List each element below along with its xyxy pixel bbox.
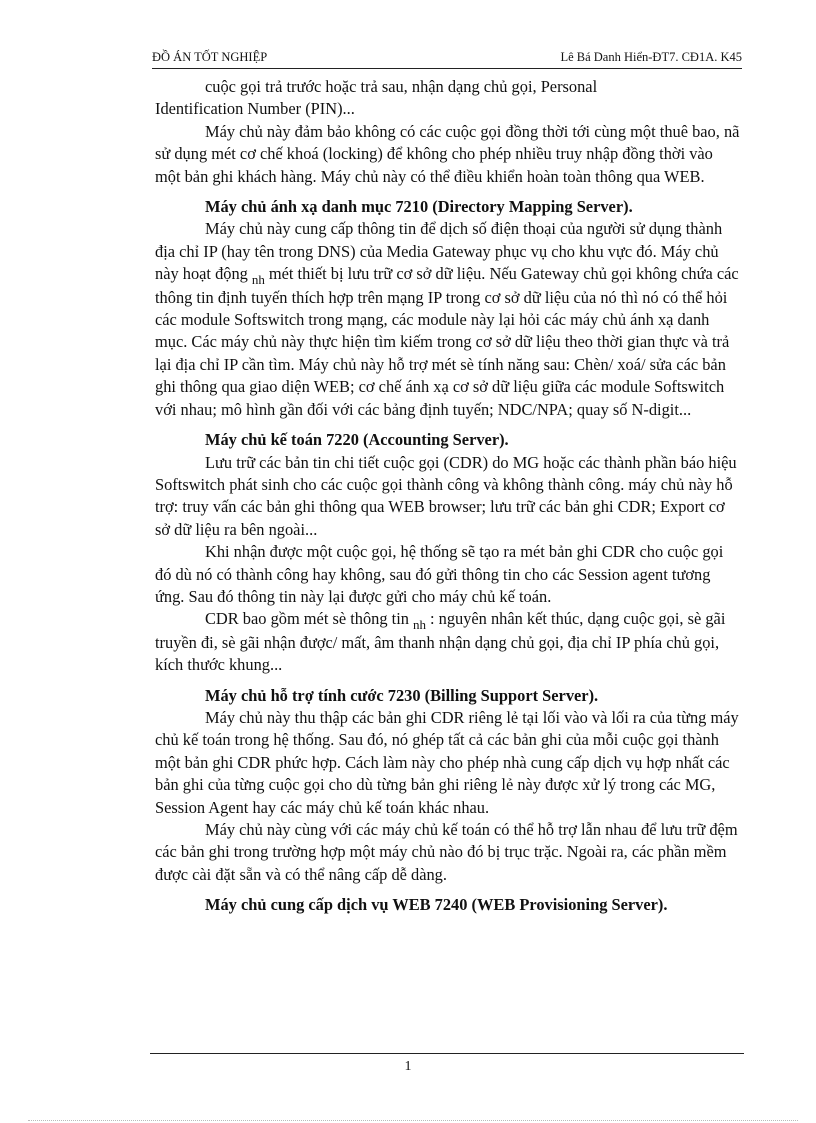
- section-heading: Máy chủ hỗ trợ tính cước 7230 (Billing Support Server).: [205, 685, 599, 705]
- paragraph: Máy chủ này thu thập các bản ghi CDR riêng lẻ tại lối vào và lối ra của từng máy chủ kế toán trong hệ thống. Sau đó, nó ghép tất cả các bản ghi của mỗi cuộc gọi thành một bản ghi CDR phức hợp. Cách làm này cho phép nhà cung cấp dịch vụ hợp nhất các bản ghi của từng cuộc gọi cho dù từng bản ghi riêng lẻ này được xử lý trong các MG, Session Agent hay các máy chủ kế toán khác nhau.: [155, 707, 739, 817]
- paragraph-continued-line: Identification Number (PIN)...: [155, 99, 355, 119]
- section-heading: Máy chủ ánh xạ danh mục 7210 (Directory Mapping Server).: [205, 197, 633, 217]
- inline-fragment: nh: [251, 272, 265, 288]
- header-title: ĐỒ ÁN TỐT NGHIỆP: [152, 50, 268, 64]
- page-edge-divider: [28, 1120, 798, 1121]
- paragraph-text: : nguyên nhân kết thúc, dạng cuộc gọi, sè gãi truyền đi, sè gãi nhận được/ mất, âm thanh nhận dạng chủ gọi, địa chỉ IP phía chủ gọi, kích thước khung...: [155, 609, 726, 675]
- inline-fragment: nh: [412, 617, 426, 633]
- paragraph-text: CDR bao gồm mét sè thông tin: [205, 609, 409, 629]
- paragraph-continued-line: cuộc gọi trả trước hoặc trả sau, nhận dạng chủ gọi, Personal: [205, 77, 598, 96]
- paragraph: Lưu trữ các bản tin chi tiết cuộc gọi (CDR) do MG hoặc các thành phần báo hiệu Softswitch phát sinh cho các cuộc gọi thành công và không thành công. máy chủ này hỗ trợ: truy vấn các bản ghi thông qua WEB browser; lưu trữ các bản ghi CDR; Export cơ sở dữ liệu ra bên ngoài...: [155, 452, 737, 539]
- section-heading: Máy chủ cung cấp dịch vụ WEB 7240 (WEB Provisioning Server).: [205, 895, 668, 915]
- paragraph: Máy chủ này đảm bảo không có các cuộc gọi đồng thời tới cùng một thuê bao, nã sử dụng mét cơ chế khoá (locking) để không cho phép nhiều truy nhập đồng thời vào một bản ghi khách hàng. Máy chủ này có thể điều khiển hoàn toàn thông qua WEB.: [155, 121, 740, 186]
- paragraph-text: Máy chủ này cung cấp thông tin để dịch số điện thoại của người sử dụng thành địa chỉ IP (hay tên trong DNS) của Media Gateway phục vụ cho khu vực đó. Máy chủ này hoạt động: [155, 219, 723, 284]
- document-body: [155, 76, 742, 917]
- page-header: [152, 50, 742, 69]
- header-author: Lê Bá Danh Hiển-ĐT7. CĐ1A. K45: [560, 50, 742, 64]
- paragraph: Khi nhận được một cuộc gọi, hệ thống sẽ tạo ra mét bản ghi CDR cho cuộc gọi đó dù nó có thành công hay không, sau đó gửi thông tin cho các Session agent tương ứng. Sau đó thông tin này lại được gửi cho máy chủ kế toán.: [155, 542, 724, 606]
- paragraph-text: mét thiết bị lưu trữ cơ sở dữ liệu. Nếu Gateway chủ gọi không chứa các thông tin định tuyến thích hợp trên mạng IP trong cơ sở dữ liệu của nó thì nó có thể hỏi các module Softswitch trong mạng, các module này lại hỏi các máy chủ ánh xạ danh mục. Các máy chủ này thực hiện tìm kiếm trong cơ sở dữ liệu theo thời gian thực và trả lại địa chỉ IP cần tìm. Máy chủ này hỗ trợ mét sè tính năng sau: Chèn/ xoá/ sửa các bản ghi thông qua giao diện WEB; cơ chế ánh xạ cơ sở dữ liệu giữa các module Softswitch với nhau; mô hình gần đối với các bảng định tuyến; NDC/NPA; quay số N-digit...: [155, 264, 739, 419]
- paragraph: [155, 218, 742, 421]
- page-number: 1: [404, 1059, 412, 1074]
- paragraph: [155, 608, 742, 676]
- section-heading: Máy chủ kế toán 7220 (Accounting Server).: [205, 430, 509, 450]
- footer-divider: [150, 1053, 744, 1054]
- paragraph: Máy chủ này cùng với các máy chủ kế toán có thể hỗ trợ lẫn nhau để lưu trữ đệm các bản ghi trong trường hợp một máy chủ nào đó bị trục trặc. Ngoài ra, các phần mềm được cài đặt sẵn và có thể nâng cấp dễ dàng.: [155, 820, 738, 884]
